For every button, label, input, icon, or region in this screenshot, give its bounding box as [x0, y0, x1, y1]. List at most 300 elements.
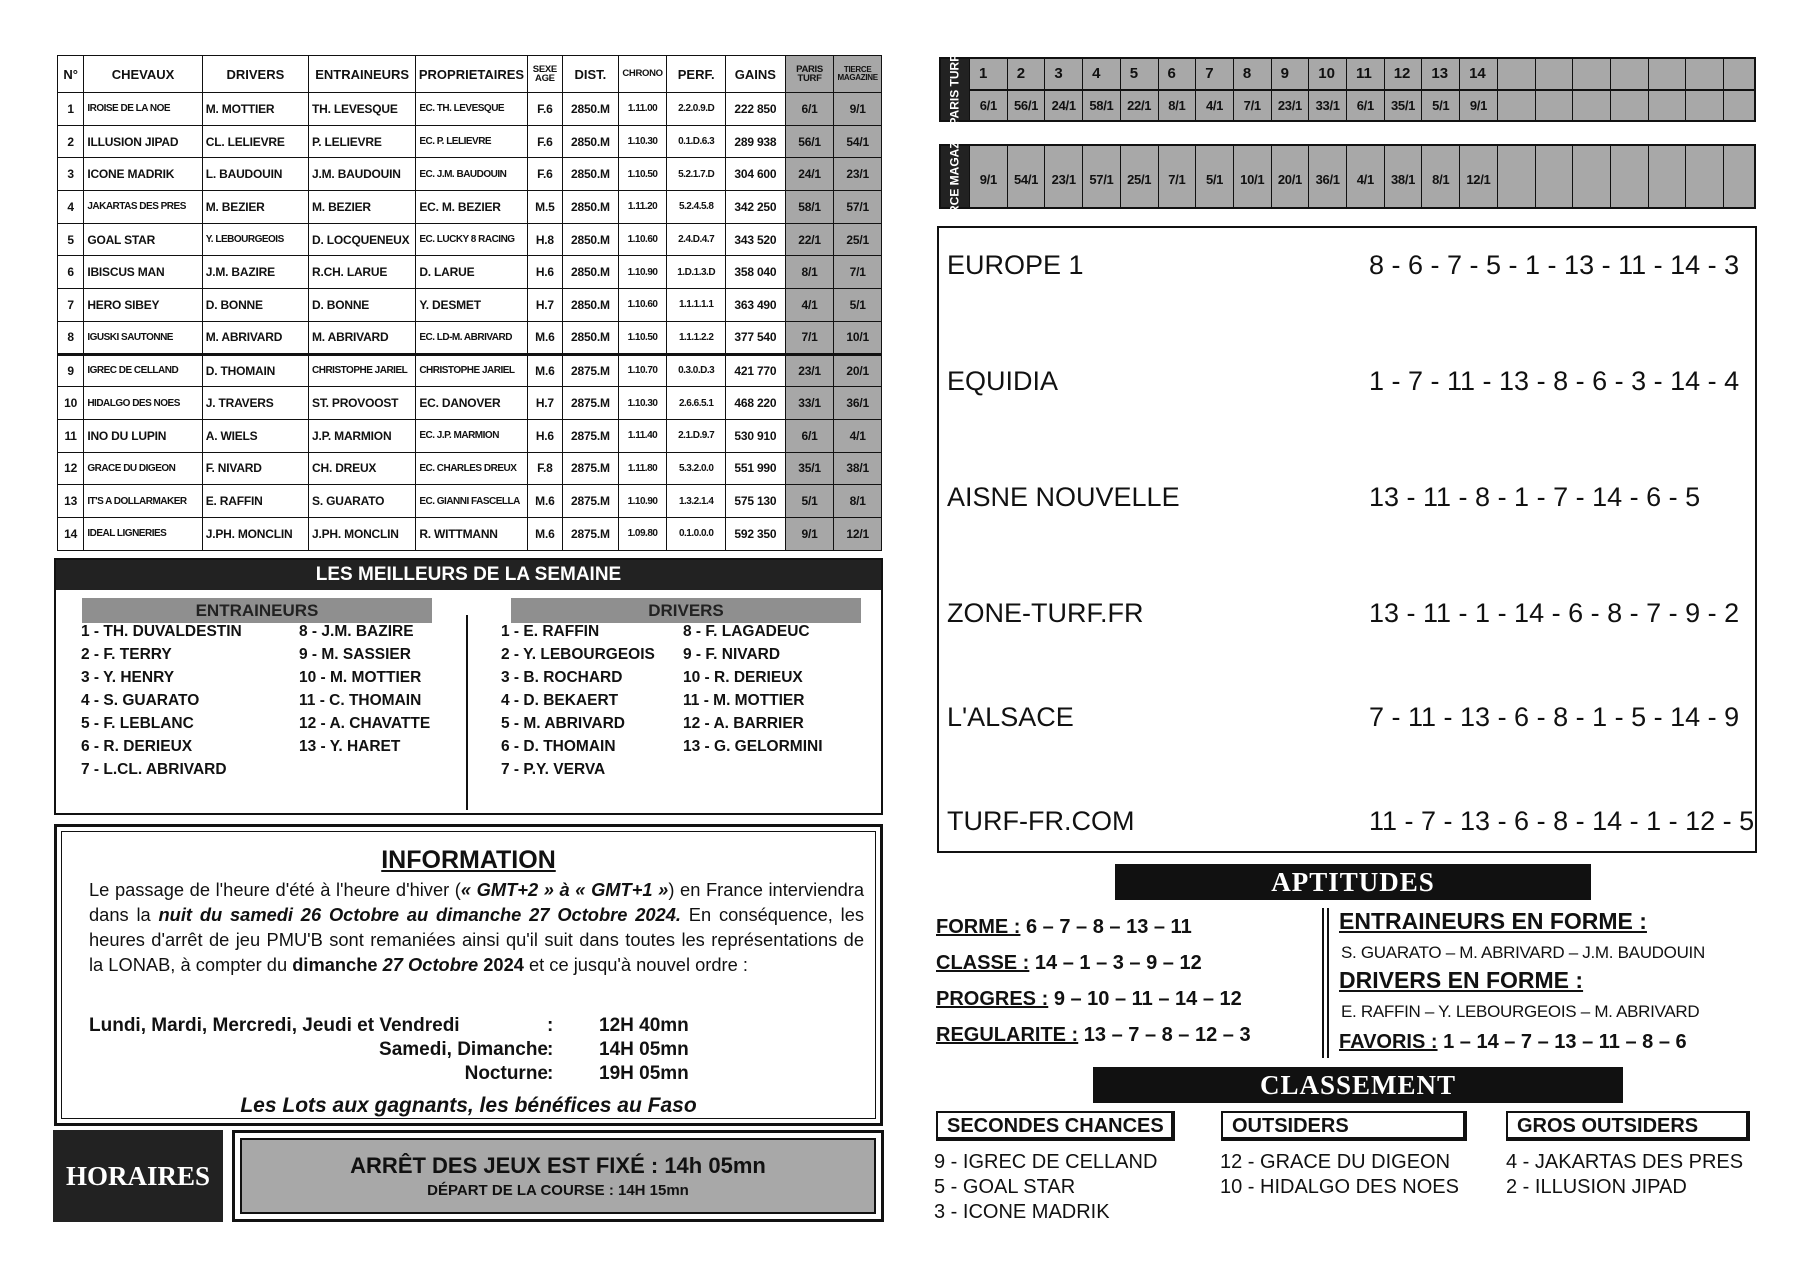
- trainers-in-form-list: S. GUARATO – M. ABRIVARD – J.M. BAUDOUIN: [1341, 943, 1705, 962]
- tierce-odds: 20/1: [834, 354, 882, 387]
- list-item: 12 - GRACE DU DIGEON: [1220, 1151, 1451, 1173]
- odds-grid-number-cell: 3: [1044, 59, 1082, 89]
- odds-grid-number-cell: [1610, 59, 1648, 89]
- horse-name: JAKARTAS DES PRES: [84, 191, 202, 224]
- chrono: 1.10.70: [618, 354, 667, 387]
- forme-value: 6 – 7 – 8 – 13 – 11: [1026, 916, 1192, 938]
- odds-grid-value-cell: [1685, 89, 1723, 122]
- odds-grid-value-cell: 8/1: [1158, 89, 1196, 122]
- sex-age: F.8: [527, 452, 562, 485]
- performance: 1.1.1.1.1: [667, 289, 726, 322]
- performance: 0.1.D.6.3: [667, 125, 726, 158]
- table-row: [58, 158, 882, 191]
- distance: 2850.M: [563, 223, 619, 256]
- tierce-grid-label-text: TIERCE MAGAZINE: [947, 120, 962, 233]
- odds-grid-number-cell: 4: [1082, 59, 1120, 89]
- odds-grid-value-cell: 56/1: [1007, 89, 1045, 122]
- chrono: 1.10.60: [618, 289, 667, 322]
- gros-outsiders-header: GROS OUTSIDERS: [1506, 1111, 1750, 1141]
- owner-name: Y. DESMET: [416, 289, 527, 322]
- sex-age: M.6: [527, 354, 562, 387]
- driver-name: L. BAUDOUIN: [202, 158, 308, 191]
- odds-grid-number-cell: [1723, 59, 1761, 89]
- runner-number: 14: [58, 517, 84, 550]
- sex-age: F.6: [527, 125, 562, 158]
- odds-grid-value-cell: [1648, 89, 1686, 122]
- table-row: [58, 125, 882, 158]
- list-item: 2 - ILLUSION JIPAD: [1506, 1176, 1687, 1198]
- table-row: [58, 289, 882, 322]
- best-driver-rank-item: 4 - D. BEKAERT: [501, 692, 619, 709]
- driver-name: J.M. BAZIRE: [202, 256, 308, 289]
- paris-turf-odds: 33/1: [785, 387, 834, 420]
- best-driver-rank-item: 5 - M. ABRIVARD: [501, 715, 625, 732]
- sex-age: H.6: [527, 256, 562, 289]
- paris-turf-odds: 58/1: [785, 191, 834, 224]
- distance: 2850.M: [563, 289, 619, 322]
- runner-number: 3: [58, 158, 84, 191]
- best-driver-rank-item: 7 - P.Y. VERVA: [501, 761, 606, 778]
- driver-name: E. RAFFIN: [202, 485, 308, 518]
- odds-grid-number-cell: 6: [1158, 59, 1196, 89]
- distance: 2875.M: [563, 517, 619, 550]
- paris-turf-odds: 9/1: [785, 517, 834, 550]
- chrono: 1.10.90: [618, 485, 667, 518]
- paris-turf-odds: 7/1: [785, 321, 834, 354]
- driver-name: M. BEZIER: [202, 191, 308, 224]
- gains: 575 130: [726, 485, 786, 518]
- progres-label: PROGRES :: [936, 988, 1049, 1010]
- gains: 530 910: [726, 419, 786, 452]
- trainer-name: J.PH. MONCLIN: [309, 517, 416, 550]
- sex-age: M.6: [527, 517, 562, 550]
- chrono: 1.11.40: [618, 419, 667, 452]
- odds-grid-value-cell: 9/1: [1459, 89, 1497, 122]
- distance: 2850.M: [563, 191, 619, 224]
- owner-name: EC. DANOVER: [416, 387, 527, 420]
- info-text-2: ) en France interviendra dans la: [89, 879, 864, 925]
- classe-label: CLASSE :: [936, 952, 1030, 974]
- runner-number: 10: [58, 387, 84, 420]
- odds-grid-value-cell: 6/1: [1346, 89, 1384, 122]
- tierce-odds: 4/1: [834, 419, 882, 452]
- best-driver-rank-item: 1 - E. RAFFIN: [501, 623, 600, 640]
- best-driver-rank-item: 12 - A. BARRIER: [683, 715, 804, 732]
- favoris-label: FAVORIS :: [1339, 1031, 1438, 1053]
- driver-name: M. MOTTIER: [202, 93, 308, 126]
- secondes-chances-list: [934, 1150, 1157, 1225]
- col-header-sex-age: SEXE AGE: [527, 56, 562, 93]
- trainer-name: TH. LEVESQUE: [309, 93, 416, 126]
- table-row: [58, 485, 882, 518]
- paris-turf-odds: 24/1: [785, 158, 834, 191]
- tierce-odds: 5/1: [834, 289, 882, 322]
- information-slogan: Les Lots aux gagnants, les bénéfices au Faso: [240, 1094, 697, 1117]
- regularite-value: 13 – 7 – 8 – 12 – 3: [1083, 1024, 1251, 1046]
- best-trainer-rank-item: 5 - F. LEBLANC: [81, 715, 194, 732]
- table-row: [58, 321, 882, 354]
- odds-grid-value-cell: 4/1: [1195, 89, 1233, 122]
- favoris-row: [1339, 1031, 1687, 1054]
- info-change-night: nuit du samedi 26 Octobre au dimanche 27 Octobre 2024.: [158, 904, 681, 925]
- best-trainer-rank-item: 6 - R. DERIEUX: [81, 738, 193, 755]
- driver-name: D. THOMAIN: [202, 354, 308, 387]
- tierce-grid-value-cell: 57/1: [1082, 146, 1120, 209]
- sex-age: M.5: [527, 191, 562, 224]
- sex-age: F.6: [527, 158, 562, 191]
- runner-number: 5: [58, 223, 84, 256]
- trainers-in-form-title: ENTRAINEURS EN FORME :: [1339, 908, 1647, 934]
- trainer-name: M. ABRIVARD: [309, 321, 416, 354]
- col-header-chrono: CHRONO: [618, 56, 667, 93]
- best-trainer-rank-item: 7 - L.CL. ABRIVARD: [81, 761, 227, 778]
- owner-name: EC. P. LELIEVRE: [416, 125, 527, 158]
- trainer-name: S. GUARATO: [309, 485, 416, 518]
- driver-name: M. ABRIVARD: [202, 321, 308, 354]
- schedule-sep: :: [547, 1039, 554, 1060]
- col-header-tierce-magazine: TIERCE MAGAZINE: [834, 56, 882, 93]
- gains: 342 250: [726, 191, 786, 224]
- col-header-trainers: ENTRAINEURS: [309, 56, 416, 93]
- runner-number: 4: [58, 191, 84, 224]
- chrono: 1.11.00: [618, 93, 667, 126]
- press-pick-sequence: 1 - 7 - 11 - 13 - 8 - 6 - 3 - 14 - 4: [1369, 366, 1740, 396]
- odds-grid-number-cell: 7: [1195, 59, 1233, 89]
- information-paragraph: [89, 877, 864, 977]
- information-title: INFORMATION: [381, 846, 556, 874]
- chrono: 1.10.50: [618, 321, 667, 354]
- table-row: [58, 517, 882, 550]
- runners-table: [57, 55, 882, 551]
- gains: 304 600: [726, 158, 786, 191]
- table-row: [58, 387, 882, 420]
- performance: 2.4.D.4.7: [667, 223, 726, 256]
- sex-age: H.6: [527, 419, 562, 452]
- owner-name: EC. J.P. MARMION: [416, 419, 527, 452]
- gains: 421 770: [726, 354, 786, 387]
- trainer-name: J.P. MARMION: [309, 419, 416, 452]
- press-pick-sequence: 13 - 11 - 1 - 14 - 6 - 8 - 7 - 9 - 2: [1369, 598, 1740, 628]
- tierce-odds: 7/1: [834, 256, 882, 289]
- gains: 358 040: [726, 256, 786, 289]
- best-trainer-rank-item: 12 - A. CHAVATTE: [299, 715, 431, 732]
- sex-age: F.6: [527, 93, 562, 126]
- best-trainers-header: ENTRAINEURS: [82, 598, 432, 623]
- runner-number: 7: [58, 289, 84, 322]
- col-header-perf: PERF.: [667, 56, 726, 93]
- forme-label: FORME :: [936, 916, 1021, 938]
- outsiders-header: OUTSIDERS: [1221, 1111, 1467, 1141]
- owner-name: EC. GIANNI FASCELLA: [416, 485, 527, 518]
- runner-number: 8: [58, 321, 84, 354]
- col-header-owners: PROPRIETAIRES: [416, 56, 527, 93]
- horse-name: GRACE DU DIGEON: [84, 452, 202, 485]
- table-row: [58, 223, 882, 256]
- trainer-name: P. LELIEVRE: [309, 125, 416, 158]
- col-header-drivers: DRIVERS: [202, 56, 308, 93]
- best-trainer-rank-item: 4 - S. GUARATO: [81, 692, 200, 709]
- performance: 2.2.0.9.D: [667, 93, 726, 126]
- performance: 5.3.2.0.0: [667, 452, 726, 485]
- sex-age: H.7: [527, 289, 562, 322]
- tierce-grid-value-cell: 25/1: [1120, 146, 1158, 209]
- horaires-box: [232, 1130, 884, 1222]
- press-pick-sequence: 8 - 6 - 7 - 5 - 1 - 13 - 11 - 14 - 3: [1369, 250, 1740, 280]
- driver-name: F. NIVARD: [202, 452, 308, 485]
- press-source-name: EUROPE 1: [947, 250, 1084, 280]
- distance: 2875.M: [563, 452, 619, 485]
- table-row: [58, 191, 882, 224]
- best-driver-rank-item: 6 - D. THOMAIN: [501, 738, 616, 755]
- tierce-grid-value-cell: 23/1: [1044, 146, 1082, 209]
- tierce-grid-value-cell: 10/1: [1233, 146, 1271, 209]
- press-source-name: L'ALSACE: [947, 702, 1074, 732]
- runner-number: 11: [58, 419, 84, 452]
- performance: 0.3.0.D.3: [667, 354, 726, 387]
- odds-grid-number-cell: [1648, 59, 1686, 89]
- distance: 2875.M: [563, 485, 619, 518]
- trainer-name: D. LOCQUENEUX: [309, 223, 416, 256]
- gains: 289 938: [726, 125, 786, 158]
- distance: 2850.M: [563, 256, 619, 289]
- odds-grid-value-cell: 24/1: [1044, 89, 1082, 122]
- schedule-sep: :: [547, 1015, 554, 1036]
- best-driver-rank-item: 3 - B. ROCHARD: [501, 669, 623, 686]
- best-trainer-rank-item: 1 - TH. DUVALDESTIN: [81, 623, 242, 640]
- best-trainer-rank-item: 9 - M. SASSIER: [299, 646, 411, 663]
- classe-value: 14 – 1 – 3 – 9 – 12: [1034, 952, 1202, 974]
- owner-name: R. WITTMANN: [416, 517, 527, 550]
- odds-grid-number-cell: 8: [1233, 59, 1271, 89]
- chrono: 1.10.50: [618, 158, 667, 191]
- best-of-week-title: LES MEILLEURS DE LA SEMAINE: [56, 560, 881, 590]
- table-row: [58, 419, 882, 452]
- press-source-name: TURF-FR.COM: [947, 806, 1135, 836]
- odds-grid-number-cell: 14: [1459, 59, 1497, 89]
- owner-name: EC. LUCKY 8 RACING: [416, 223, 527, 256]
- col-header-number: N°: [58, 56, 84, 93]
- performance: 1.D.1.3.D: [667, 256, 726, 289]
- list-item: 10 - HIDALGO DES NOES: [1220, 1176, 1459, 1198]
- trainer-name: M. BEZIER: [309, 191, 416, 224]
- owner-name: EC. TH. LEVESQUE: [416, 93, 527, 126]
- paris-turf-odds: 35/1: [785, 452, 834, 485]
- info-text-3: En conséquence, les heures d'arrêt de jeu PMU'B sont remaniées ainsi qu'il suit dans toutes les représentations de la LONAB, à compter du: [89, 904, 865, 975]
- distance: 2850.M: [563, 321, 619, 354]
- runner-number: 2: [58, 125, 84, 158]
- odds-grid-value-cell: 33/1: [1308, 89, 1346, 122]
- tierce-grid-value-cell: [1610, 146, 1648, 209]
- performance: 1.1.1.2.2: [667, 321, 726, 354]
- runner-number: 6: [58, 256, 84, 289]
- trainer-name: R.CH. LARUE: [309, 256, 416, 289]
- paris-turf-grid-label: [941, 53, 969, 126]
- tierce-odds: 38/1: [834, 452, 882, 485]
- tierce-magazine-odds-grid: [939, 120, 1756, 233]
- odds-grid-value-cell: [1723, 89, 1761, 122]
- driver-name: J. TRAVERS: [202, 387, 308, 420]
- horse-name: ICONE MADRIK: [84, 158, 202, 191]
- horaires-inner: [240, 1138, 876, 1214]
- chrono: 1.11.20: [618, 191, 667, 224]
- odds-grid-number-cell: [1572, 59, 1610, 89]
- schedule-time-weekend: 14H 05mn: [599, 1039, 689, 1060]
- tierce-grid-value-cell: [1497, 146, 1535, 209]
- odds-grid-value-cell: 58/1: [1082, 89, 1120, 122]
- paris-turf-odds: 4/1: [785, 289, 834, 322]
- odds-grid-value-cell: 7/1: [1233, 89, 1271, 122]
- tierce-odds: 54/1: [834, 125, 882, 158]
- best-driver-rank-item: 2 - Y. LEBOURGEOIS: [501, 646, 655, 663]
- best-trainer-rank-item: 13 - Y. HARET: [299, 738, 401, 755]
- tierce-odds: 57/1: [834, 191, 882, 224]
- col-header-paris-turf: PARIS TURF: [785, 56, 834, 93]
- best-driver-rank-item: 8 - F. LAGADEUC: [683, 623, 810, 640]
- tierce-grid-value-cell: [1648, 146, 1686, 209]
- runner-number: 12: [58, 452, 84, 485]
- performance: 2.1.D.9.7: [667, 419, 726, 452]
- tierce-grid-value-cell: 7/1: [1158, 146, 1196, 209]
- runners-table-body: [58, 93, 882, 551]
- schedule-days-night: Nocturne: [464, 1063, 548, 1084]
- classement-title: CLASSEMENT: [1093, 1067, 1623, 1103]
- press-source-name: ZONE-TURF.FR: [947, 598, 1144, 628]
- runner-number: 13: [58, 485, 84, 518]
- tierce-grid-value-cell: 36/1: [1308, 146, 1346, 209]
- tierce-grid-value-cell: [1685, 146, 1723, 209]
- drivers-in-form-title: DRIVERS EN FORME :: [1339, 967, 1584, 993]
- info-start-year: 2024: [478, 954, 524, 975]
- tierce-odds: 12/1: [834, 517, 882, 550]
- best-driver-rank-item: 11 - M. MOTTIER: [683, 692, 805, 709]
- forme-row: [936, 916, 1192, 939]
- odds-grid-number-cell: 11: [1346, 59, 1384, 89]
- tierce-grid-label: [941, 120, 969, 233]
- trainer-name: J.M. BAUDOUIN: [309, 158, 416, 191]
- driver-name: D. BONNE: [202, 289, 308, 322]
- odds-grid-number-cell: [1535, 59, 1573, 89]
- list-item: 5 - GOAL STAR: [934, 1176, 1076, 1198]
- odds-grid-number-cell: 13: [1421, 59, 1459, 89]
- info-start-date: 27 Octobre: [382, 954, 479, 975]
- sex-age: M.6: [527, 485, 562, 518]
- schedule-sep: :: [547, 1063, 554, 1084]
- odds-grid-value-cell: [1610, 89, 1648, 122]
- tierce-grid-value-cell: 9/1: [969, 146, 1007, 209]
- info-gmt-change: « GMT+2 » à « GMT+1 »: [460, 879, 669, 900]
- horaires-race-start: DÉPART DE LA COURSE : 14H 15mn: [427, 1182, 689, 1199]
- runner-number: 1: [58, 93, 84, 126]
- progres-value: 9 – 10 – 11 – 14 – 12: [1053, 988, 1242, 1010]
- horaires-stop-time: ARRÊT DES JEUX EST FIXÉ : 14h 05mn: [350, 1153, 766, 1178]
- odds-grid-value-cell: 35/1: [1384, 89, 1422, 122]
- paris-turf-odds: 5/1: [785, 485, 834, 518]
- chrono: 1.10.90: [618, 256, 667, 289]
- runner-number: 9: [58, 354, 84, 387]
- tierce-grid-value-cell: [1535, 146, 1573, 209]
- best-trainer-rank-item: 3 - Y. HENRY: [81, 669, 175, 686]
- tierce-grid-value-cell: [1572, 146, 1610, 209]
- owner-name: EC. CHARLES DREUX: [416, 452, 527, 485]
- driver-name: CL. LELIEVRE: [202, 125, 308, 158]
- odds-grid-number-cell: [1685, 59, 1723, 89]
- information-inner-frame: [61, 831, 876, 1119]
- sex-age: M.6: [527, 321, 562, 354]
- schedule-time-night: 19H 05mn: [599, 1063, 689, 1084]
- info-start-day: dimanche: [292, 954, 383, 975]
- best-trainer-rank-item: 2 - F. TERRY: [81, 646, 172, 663]
- tierce-grid-value-cell: 54/1: [1007, 146, 1045, 209]
- performance: 0.1.0.0.0: [667, 517, 726, 550]
- owner-name: CHRISTOPHE JARIEL: [416, 354, 527, 387]
- best-trainer-rank-item: 11 - C. THOMAIN: [299, 692, 422, 709]
- schedule-days-weekdays: Lundi, Mardi, Mercredi, Jeudi et Vendredi: [89, 1015, 460, 1036]
- horse-name: IDEAL LIGNERIES: [84, 517, 202, 550]
- outsiders-list: [1220, 1150, 1459, 1200]
- odds-grid-value-cell: [1497, 89, 1535, 122]
- tierce-grid-value-cell: [1723, 146, 1761, 209]
- tierce-odds: 23/1: [834, 158, 882, 191]
- odds-grid-value-cell: 22/1: [1120, 89, 1158, 122]
- tierce-odds: 8/1: [834, 485, 882, 518]
- odds-grid-number-cell: 10: [1308, 59, 1346, 89]
- information-panel: [54, 824, 883, 1126]
- classe-row: [936, 952, 1202, 975]
- performance: 5.2.4.5.8: [667, 191, 726, 224]
- tierce-odds: 10/1: [834, 321, 882, 354]
- col-header-gains: GAINS: [726, 56, 786, 93]
- press-pick-sequence: 7 - 11 - 13 - 6 - 8 - 1 - 5 - 14 - 9: [1369, 702, 1740, 732]
- chrono: 1.09.80: [618, 517, 667, 550]
- horse-name: HERO SIBEY: [84, 289, 202, 322]
- table-row: [58, 93, 882, 126]
- gains: 468 220: [726, 387, 786, 420]
- horse-name: IBISCUS MAN: [84, 256, 202, 289]
- best-trainer-rank-item: 10 - M. MOTTIER: [299, 669, 422, 686]
- table-row: [58, 256, 882, 289]
- horse-name: IGREC DE CELLAND: [84, 354, 202, 387]
- driver-name: J.PH. MONCLIN: [202, 517, 308, 550]
- gains: 363 490: [726, 289, 786, 322]
- odds-grid-number-cell: 1: [969, 59, 1007, 89]
- list-item: 9 - IGREC DE CELLAND: [934, 1151, 1158, 1173]
- best-driver-rank-item: 10 - R. DERIEUX: [683, 669, 803, 686]
- trainer-name: ST. PROVOOST: [309, 387, 416, 420]
- distance: 2850.M: [563, 125, 619, 158]
- horse-name: GOAL STAR: [84, 223, 202, 256]
- best-of-week-panel: [54, 558, 883, 815]
- list-item: 3 - ICONE MADRIK: [934, 1201, 1110, 1223]
- odds-grid-number-cell: [1497, 59, 1535, 89]
- col-header-distance: DIST.: [563, 56, 619, 93]
- tierce-odds: 36/1: [834, 387, 882, 420]
- paris-turf-odds: 6/1: [785, 93, 834, 126]
- chrono: 1.10.30: [618, 125, 667, 158]
- horse-name: HIDALGO DES NOES: [84, 387, 202, 420]
- horse-name: ILLUSION JIPAD: [84, 125, 202, 158]
- drivers-in-form-list: E. RAFFIN – Y. LEBOURGEOIS – M. ABRIVARD: [1341, 1002, 1700, 1021]
- aptitudes-title: APTITUDES: [1115, 864, 1591, 900]
- regularite-row: [936, 1024, 1251, 1047]
- chrono: 1.10.30: [618, 387, 667, 420]
- chrono: 1.11.80: [618, 452, 667, 485]
- schedule-days-weekend: Samedi, Dimanche: [379, 1039, 548, 1060]
- gains: 343 520: [726, 223, 786, 256]
- press-source-name: EQUIDIA: [947, 366, 1059, 396]
- press-picks-panel: [937, 226, 1757, 853]
- distance: 2875.M: [563, 354, 619, 387]
- horse-name: IT'S A DOLLARMAKER: [84, 485, 202, 518]
